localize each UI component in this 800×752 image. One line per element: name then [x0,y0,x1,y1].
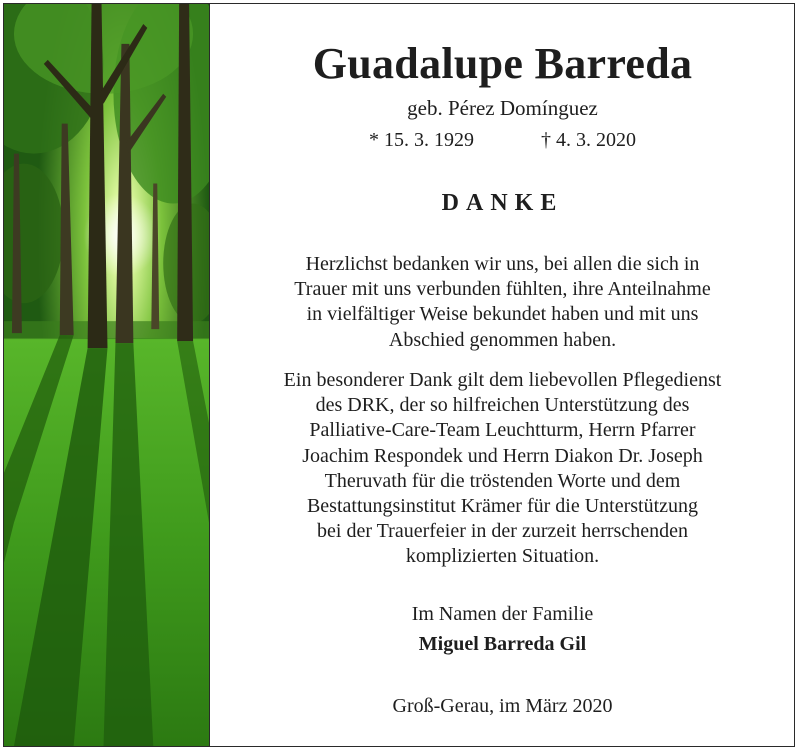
obituary-notice [3,3,795,747]
death-date: † 4. 3. 2020 [541,129,636,151]
text-line: des DRK, der so hilfreichen Unterstützung des [315,394,690,417]
signature-name: Miguel Barreda Gil [418,633,587,655]
text-line: Palliative-Care-Team Leuchtturm, Herrn Pfarrer [309,419,696,442]
thanks-heading: DANKE [441,190,564,216]
deceased-name: Guadalupe Barreda [312,39,693,88]
text-line: Herzlichst bedanken wir uns, bei allen die sich in [305,253,700,275]
text-line: komplizierten Situation. [405,545,600,568]
text-line: Joachim Respondek und Herrn Diakon Dr. Joseph [302,444,703,467]
text-line: Theruvath für die tröstenden Worte und dem [324,469,681,492]
maiden-name: geb. Pérez Domínguez [407,96,598,120]
text-line: Abschied genommen haben. [388,328,617,351]
forest-photo [4,4,210,746]
thanks-paragraph-2 [211,368,794,570]
text-line: bei der Trauerfeier in der zurzeit herrschenden [317,520,688,543]
text-line: in vielfältiger Weise bekundet haben und mit uns [306,303,699,326]
notice-text [211,4,794,746]
sunlit-trees-image [4,4,209,746]
text-line: Ein besonderer Dank gilt dem liebevollen Pflegedienst [283,369,722,391]
signature-intro: Im Namen der Familie [411,603,594,625]
text-line: Bestattungsinstitut Krämer für die Unterstützung [306,495,699,518]
thanks-paragraph-1 [211,252,794,353]
place-date: Groß-Gerau, im März 2020 [392,695,613,717]
life-dates [211,130,794,150]
birth-date: * 15. 3. 1929 [369,129,474,151]
text-line: Trauer mit uns verbunden fühlten, ihre Anteilnahme [294,278,711,301]
